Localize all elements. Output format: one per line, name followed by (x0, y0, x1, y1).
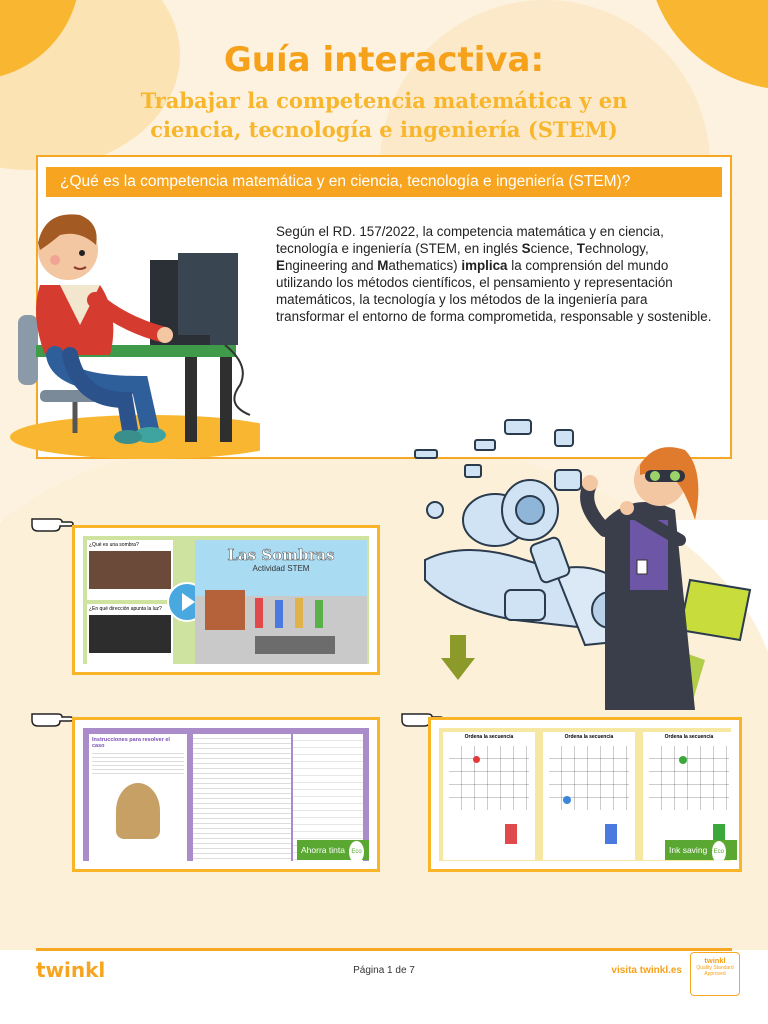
slide-title: Las Sombras (227, 546, 335, 564)
badge-title: twinkl (704, 956, 726, 965)
footer-divider (36, 948, 732, 951)
pointing-hand-icon (30, 708, 74, 730)
subtitle-line: ciencia, tecnología e ingeniería (STEM) (150, 117, 618, 142)
slide-main (195, 540, 367, 664)
badge-text: Approved (704, 971, 726, 977)
worksheet-thumbnail (443, 732, 535, 860)
page-title: Guía interactiva: (223, 40, 545, 80)
quality-badge (690, 952, 740, 996)
worksheet-title: Ordena la secuencia (564, 734, 614, 740)
worksheet-thumbnail (543, 732, 635, 860)
subtitle-line: Trabajar la competencia matemática y en (140, 88, 628, 113)
page-subtitle (0, 86, 768, 144)
pointing-hand-icon (30, 513, 74, 535)
page-number: Página 1 de 7 (353, 965, 415, 976)
worksheet-title: Ordena la secuencia (664, 734, 714, 740)
worksheet-title: Ordena la secuencia (464, 734, 514, 740)
boy-at-computer-illustration (0, 205, 260, 465)
twinkl-logo[interactable]: twinkl (36, 958, 106, 982)
visit-link[interactable]: visita twinkl.es (611, 965, 682, 976)
info-text: Según el RD. 157/2022, la competencia matemática y en ciencia, tecnología e ingeniería (STEM, en inglés Science, Technology, Engineering and Mathematics) implica la comprensión del mundo utilizando los métodos científicos, el pensamiento y representación matemáticos, la tecnología y los métodos de la ingeniería para transformar el entorno de forma comprometida, responsable y sostenible. (276, 224, 712, 324)
slide-question: ¿Qué es una sombra? (89, 542, 139, 548)
slide-thumbnail (87, 540, 173, 600)
resource-card-sequence[interactable] (428, 717, 742, 872)
badge-text: Quality Standard (696, 965, 734, 971)
worksheet-thumbnail (193, 734, 291, 862)
scientist-robot-illustration (405, 410, 768, 720)
resource-card-shadows[interactable] (72, 525, 380, 675)
resource-card-case[interactable] (72, 717, 380, 872)
slide-question: ¿En qué dirección apunta la luz? (89, 606, 162, 612)
info-heading: ¿Qué es la competencia matemática y en ciencia, tecnología e ingeniería (STEM)? (46, 167, 722, 197)
worksheet-thumbnail (89, 734, 187, 862)
worksheet-title: Instrucciones para resolver el caso (92, 737, 170, 749)
eco-banner: Ahorra tinta Eco (297, 840, 369, 860)
eco-banner: Ink saving Eco (665, 840, 737, 860)
slide-subtitle: Actividad STEM (252, 564, 310, 573)
slide-thumbnail (87, 604, 173, 664)
